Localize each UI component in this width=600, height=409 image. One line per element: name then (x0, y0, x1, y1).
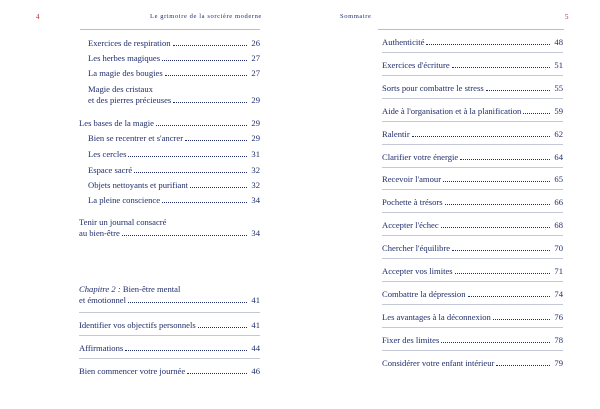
entry-title: Clarifier votre énergie (382, 151, 459, 162)
toc-entry[interactable] (382, 197, 563, 208)
entry-title: Sorts pour combattre le stress (382, 82, 484, 93)
toc-entry[interactable] (382, 152, 563, 163)
leader-dots (523, 113, 550, 114)
page-number: 48 (554, 37, 563, 47)
leader-dots (441, 342, 550, 343)
leader-dots (496, 365, 550, 366)
toc-section-entry[interactable]: Affirmations 44 (79, 343, 260, 353)
separator (79, 335, 260, 336)
entry-title: Considérer votre enfant intérieur (382, 357, 495, 368)
toc-entry[interactable]: Les cercles 31 (88, 149, 260, 159)
toc-entry[interactable]: Espace sacré 32 (88, 165, 260, 175)
page-number: 78 (554, 334, 563, 345)
separator (382, 98, 563, 99)
leader-dots (486, 90, 550, 91)
separator (79, 312, 260, 313)
leader-dots (452, 250, 550, 251)
entry-title: Ralentir (382, 128, 410, 139)
right-running-head: Sommaire (340, 13, 372, 20)
separator (382, 189, 563, 190)
separator (382, 167, 563, 168)
entry-title: Recevoir l'amour (382, 174, 442, 185)
chapter-label: Chapitre 2 : (79, 284, 121, 294)
toc-entry[interactable] (382, 129, 563, 140)
entry-title: Accepter l'échec (382, 220, 439, 231)
toc-entry[interactable] (382, 174, 563, 185)
leader-dots (493, 319, 550, 320)
page-number: 70 (554, 243, 563, 254)
toc-entry[interactable]: La pleine conscience 34 (88, 195, 260, 205)
left-folio: 4 (36, 13, 40, 21)
toc-section-entry[interactable]: Identifier vos objectifs personnels 41 (79, 320, 260, 330)
toc-entry[interactable]: Objets nettoyants et purifiant 32 (88, 180, 260, 190)
entry-title: Chercher l'équilibre (382, 243, 451, 254)
page-number: 65 (554, 174, 563, 185)
toc-entry[interactable]: Bien se recentrer et s'ancrer 29 (88, 133, 260, 143)
separator (382, 235, 563, 236)
separator (382, 304, 563, 305)
page-number: 74 (554, 288, 563, 299)
toc-entry[interactable] (382, 266, 563, 277)
toc-section-entry[interactable]: Les bases de la magie 29 (79, 118, 260, 128)
leader-dots (445, 204, 550, 205)
entry-title: Accepter vos limites (382, 266, 453, 276)
toc-entry[interactable] (382, 37, 563, 48)
separator (382, 327, 563, 328)
toc-entry[interactable] (382, 60, 563, 71)
header-rule (80, 29, 260, 30)
leader-dots (468, 296, 550, 297)
toc-chapter-entry[interactable]: Chapitre 2 : Bien-être mental et émotionnel 41 (79, 284, 260, 305)
leader-dots (426, 44, 550, 45)
separator (382, 75, 563, 76)
separator (382, 281, 563, 282)
entry-title: Pochette à trésors (382, 197, 443, 208)
toc-entry[interactable]: Les herbes magiques 27 (88, 53, 260, 63)
leader-dots (452, 67, 550, 68)
page-number: 51 (554, 59, 563, 70)
entry-title: Les avantages à la déconnexion (382, 311, 491, 322)
separator (382, 121, 563, 122)
page-number: 76 (554, 311, 563, 322)
separator (382, 212, 563, 213)
toc-entry[interactable] (382, 289, 563, 300)
leader-dots (443, 181, 550, 182)
entry-title: Aide à l'organisation et à la planification (382, 105, 522, 116)
entry-title: Combattre la dépression (382, 288, 466, 299)
entry-title: Authenticité (382, 37, 425, 47)
toc-entry[interactable] (382, 335, 563, 346)
toc-entry[interactable]: Exercices de respiration 26 (88, 38, 260, 48)
right-folio: 5 (565, 13, 569, 21)
toc-section-entry[interactable]: Tenir un journal consacré au bien-être 34 (79, 217, 260, 238)
page-number: 66 (554, 197, 563, 208)
leader-dots (412, 136, 550, 137)
toc-entry[interactable]: La magie des bougies 27 (88, 68, 260, 78)
page-number: 59 (554, 105, 563, 116)
entry-title: Exercices d'écriture (382, 59, 450, 70)
page-number: 64 (554, 151, 563, 162)
toc-entry[interactable] (382, 83, 563, 94)
page-number: 62 (554, 128, 563, 139)
toc-entry[interactable] (382, 106, 563, 117)
page-number: 79 (554, 357, 563, 368)
separator (382, 52, 563, 53)
separator (79, 358, 260, 359)
page-number: 71 (554, 266, 563, 276)
leader-dots (460, 159, 550, 160)
left-running-head: Le grimoire de la sorcière moderne (150, 13, 262, 20)
header-rule (378, 29, 564, 30)
toc-entry[interactable] (382, 312, 563, 323)
page-number: 68 (554, 220, 563, 231)
toc-entry[interactable]: Magie des cristaux et des pierres précieuses 29 (88, 84, 260, 105)
toc-entry[interactable] (382, 243, 563, 254)
page-number: 55 (554, 82, 563, 93)
right-page (300, 0, 600, 409)
separator (382, 258, 563, 259)
separator (382, 144, 563, 145)
separator (382, 350, 563, 351)
leader-dots (441, 227, 550, 228)
toc-section-entry[interactable]: Bien commencer votre journée 46 (79, 366, 260, 376)
toc-entry[interactable] (382, 358, 563, 369)
toc-entry[interactable] (382, 220, 563, 231)
entry-title: Fixer des limites (382, 334, 440, 345)
leader-dots (455, 273, 550, 274)
